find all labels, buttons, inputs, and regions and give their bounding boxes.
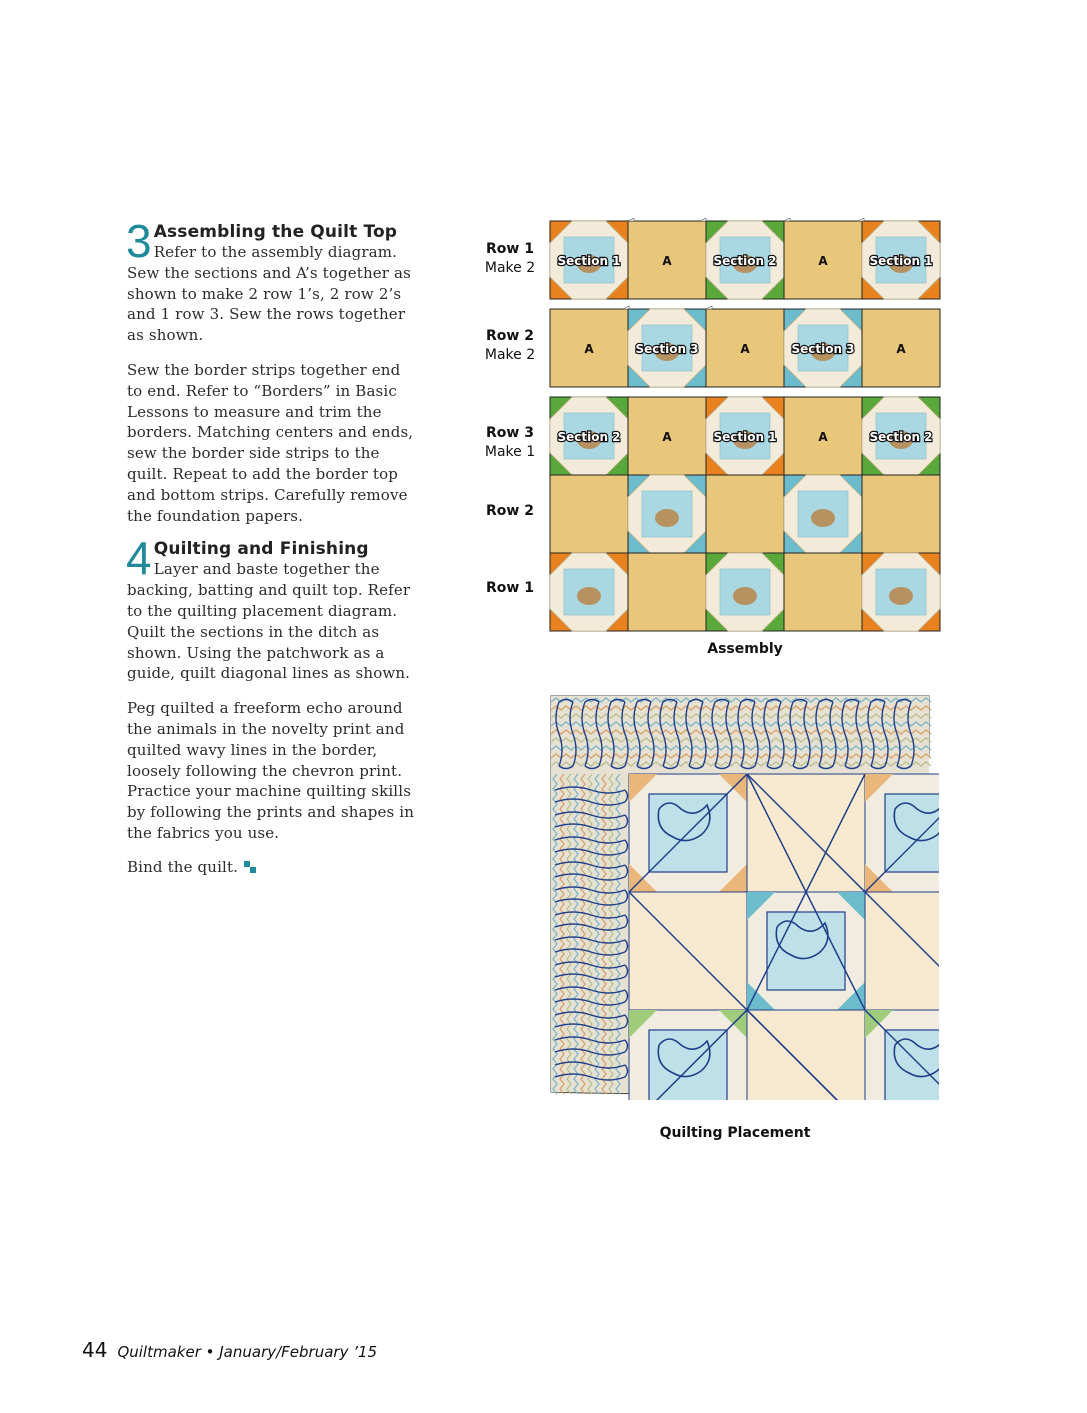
paragraph: Peg quilted a freeform echo around the animals in the novelty print and quilted wavy lines in the border, loosely following the chevron print. Practice your machine quilting skills by following the prints and shapes in the fabrics you use. (127, 699, 415, 842)
animal-motif (889, 587, 913, 605)
cell-label: Section 3 (791, 342, 855, 356)
assembly-caption: Assembly (707, 641, 783, 657)
step-heading: Quilting and Finishing (153, 539, 369, 560)
animal-motif (733, 587, 757, 605)
cell-label: Section 2 (557, 430, 621, 444)
quilting-placement-diagram (549, 694, 939, 1100)
page-footer (82, 1338, 377, 1362)
step-number: 3 (126, 215, 152, 267)
cell-label: Section 1 (557, 254, 621, 268)
cell-label: Section 1 (713, 430, 777, 444)
step-lead-text: Refer to the assembly diagram. Sew the sections and A’s together as shown to make 2 row 1’s, 2 row 2’s and 1 row 3. Sew the rows together as shown. (127, 243, 411, 345)
row-label: Row 1 (486, 580, 534, 596)
cell-label: Section 2 (869, 430, 933, 444)
cell-label: A (662, 430, 672, 444)
fabric-a-square (862, 475, 940, 553)
novelty-center (767, 912, 845, 990)
row-label: Row 1 Make 2 (484, 241, 536, 276)
fabric-a-square (706, 475, 784, 553)
bind-text: Bind the quilt. (127, 857, 239, 876)
paragraph: Sew the border strips together end to end. Refer to “Borders” in Basic Lessons to measure and trim the borders. Matching centers and ends, sew the border side strips to the quilt. Repeat to add the border top and bottom strips. Carefully remove the foundation papers. (127, 360, 414, 525)
instructions-column (126, 215, 419, 891)
row-label: Row 2 Make 2 (484, 328, 536, 363)
row-label: Row 2 (486, 503, 534, 519)
quilting-square (747, 1010, 865, 1100)
assembly-diagram (548, 218, 944, 634)
seam-tab-mark (700, 218, 706, 221)
step-number: 4 (126, 532, 152, 585)
page-number: 44 (82, 1338, 108, 1362)
seam-tab-mark (623, 306, 629, 309)
step-heading: Assembling the Quilt Top (153, 222, 398, 242)
seam-tab-mark (706, 306, 712, 309)
animal-motif (577, 587, 601, 605)
fabric-a-square (784, 553, 862, 631)
quilting-caption: Quilting Placement (659, 1125, 811, 1141)
novelty-center (649, 1030, 727, 1100)
row-label: Row 3 Make 1 (484, 425, 536, 460)
cell-label: A (662, 254, 672, 268)
fabric-a-square (628, 553, 706, 631)
end-of-article-icon (244, 861, 256, 873)
animal-motif (811, 509, 835, 527)
magazine-issue: Quiltmaker • January/February ’15 (117, 1343, 378, 1361)
step-3 (126, 215, 419, 346)
paragraph-bind (127, 857, 419, 878)
cell-label: Section 1 (869, 254, 933, 268)
cell-label: A (740, 342, 750, 356)
step-lead-text: Layer and baste together the backing, batting and quilt top. Refer to the quilting placement diagram. Quilt the sections in the ditch as shown. Using the patchwork as a guide, quilt diagonal lines as shown. (127, 560, 411, 683)
cell-label: A (896, 342, 906, 356)
cell-label: Section 2 (713, 254, 777, 268)
cell-label: A (584, 342, 594, 356)
cell-label: A (818, 254, 828, 268)
cell-label: Section 3 (635, 342, 699, 356)
quilting-square (865, 892, 939, 1010)
seam-tab-mark (784, 218, 790, 221)
seam-tab-mark (628, 218, 634, 221)
step-4 (126, 532, 419, 684)
fabric-a-square (550, 475, 628, 553)
cell-label: A (818, 430, 828, 444)
seam-tab-mark (858, 218, 864, 221)
animal-motif (655, 509, 679, 527)
